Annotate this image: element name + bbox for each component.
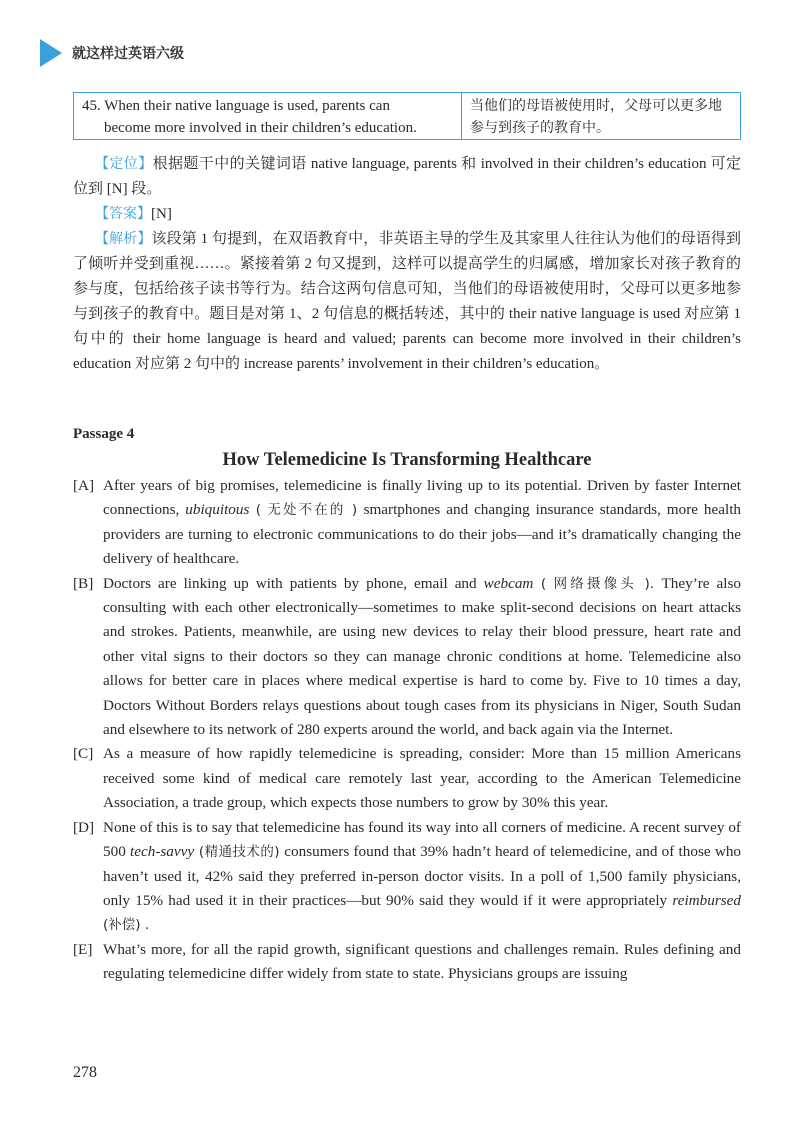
book-title: 就这样过英语六级	[72, 46, 184, 62]
locate-tag: 【定位】	[95, 156, 153, 172]
paragraph-label: [E]	[73, 940, 93, 958]
vocab-gloss: ( 网络摄像头 ).	[533, 575, 662, 592]
passage-label: Passage 4	[73, 426, 135, 442]
blue-triangle-icon	[40, 39, 62, 67]
vocab-term: webcam	[483, 574, 534, 592]
paragraph-text: None of this is to say that telemedicine has found its way into all corners of medicine. A recent survey of 500 tech-savvy (精通技术的) consumers found that 39% hadn’t heard of telemedicine, and of those who haven’t used it, 42% said they preferred in-person doctor visits. In a poll of 1,500 family physicians, only 15% had used it in their practices—but 90% said they would if it were appropriately reimbursed (补偿) .	[103, 818, 742, 934]
vocab-term: ubiquitous	[185, 501, 250, 519]
passage-body	[73, 474, 741, 987]
analysis-section	[73, 152, 741, 377]
paragraph-c	[73, 742, 741, 815]
paragraph-label: [C]	[73, 745, 94, 763]
explain-tag: 【解析】	[95, 231, 152, 247]
vocab-gloss: (精通技术的)	[194, 844, 285, 861]
answer-tag: 【答案】	[95, 206, 151, 222]
paragraph-text: Doctors are linking up with patients by phone, email and webcam ( 网络摄像头 ). They’re also consulting with each other electronically—sometimes to make split-second decisions on heart attacks and strokes. Patients, meanwhile, are using new devices to relay their blood pressure, heart rate and other vital signs to their doctors so they can manage chronic conditions at home. Telemedicine also allows for better care in places where medical expertise is hard to come by. Five to 10 times a day, Doctors Without Borders relays questions about tough cases from its physicians in Niger, South Sudan and elsewhere to its network of 280 experts around the world, and back again via the Internet.	[103, 574, 741, 739]
vocab-gloss: ( 无处不在的 )	[249, 502, 364, 519]
locate-paragraph	[73, 152, 741, 202]
vocab-gloss: (补偿) .	[103, 917, 150, 934]
running-header	[40, 36, 760, 70]
explain-paragraph	[73, 227, 741, 377]
paragraph-a	[73, 474, 741, 572]
passage-title: How Telemedicine Is Transforming Healthcare	[222, 450, 592, 470]
question-box	[73, 92, 741, 140]
paragraph-label: [D]	[73, 818, 95, 836]
paragraph-d	[73, 816, 741, 938]
question-english	[74, 93, 462, 139]
locate-text: 根据题干中的关键词语 native language, parents 和 involved in their children’s education 可定位到 [N] 段。	[73, 156, 742, 197]
answer-paragraph	[73, 202, 741, 227]
answer-text: [N]	[151, 206, 172, 222]
question-english-line2: become more involved in their children’s education.	[104, 120, 417, 136]
paragraph-text: As a measure of how rapidly telemedicine is spreading, consider: More than 15 million Americans received some kind of medical care remotely last year, according to the American Telemedicine Association, a trade group, which expects those numbers to grow by 30% this year.	[103, 745, 741, 812]
paragraph-text: What’s more, for all the rapid growth, significant questions and challenges remain. Rules defining and regulating telemedicine differ widely from state to state. Physicians groups are issuing	[103, 940, 741, 983]
paragraph-label: [A]	[73, 477, 95, 494]
paragraph-b	[73, 572, 741, 743]
explain-text: 该段第 1 句提到，在双语教育中，非英语主导的学生及其家里人往往认为他们的母语得到了倾听并受到重视……。紧接着第 2 句又提到，这样可以提高学生的归属感，增加家长对孩子教育的参与度，包括给孩子读书等行为。结合这两句信息可知，当他们的母语被使用时，父母可以更多地参与到孩子的教育中。题目是对第 1、2 句信息的概括转述，其中的 their native language is used 对应第 1 句中的 their home language is heard and valued; parents can become more involved in their children’s education 对应第 2 句中的 increase parents’ involvement in their children’s education。	[73, 231, 741, 372]
vocab-term: tech-savvy	[130, 843, 195, 861]
paragraph-text: After years of big promises, telemedicine is finally living up to its potential. Driven by faster Internet connections, ubiquitous ( 无处不在的 ) smartphones and changing insurance standards, more health providers are turning to electronic communications to do their jobs—and it’s dramatically changing the delivery of healthcare.	[103, 477, 742, 568]
question-english-line1: 45. When their native language is used, parents can	[82, 98, 390, 114]
paragraph-label: [B]	[73, 574, 94, 592]
page-number: 278	[73, 1064, 97, 1081]
question-chinese: 当他们的母语被使用时，父母可以更多地参与到孩子的教育中。	[470, 98, 722, 136]
paragraph-e	[73, 938, 741, 987]
vocab-term: reimbursed	[672, 891, 741, 909]
